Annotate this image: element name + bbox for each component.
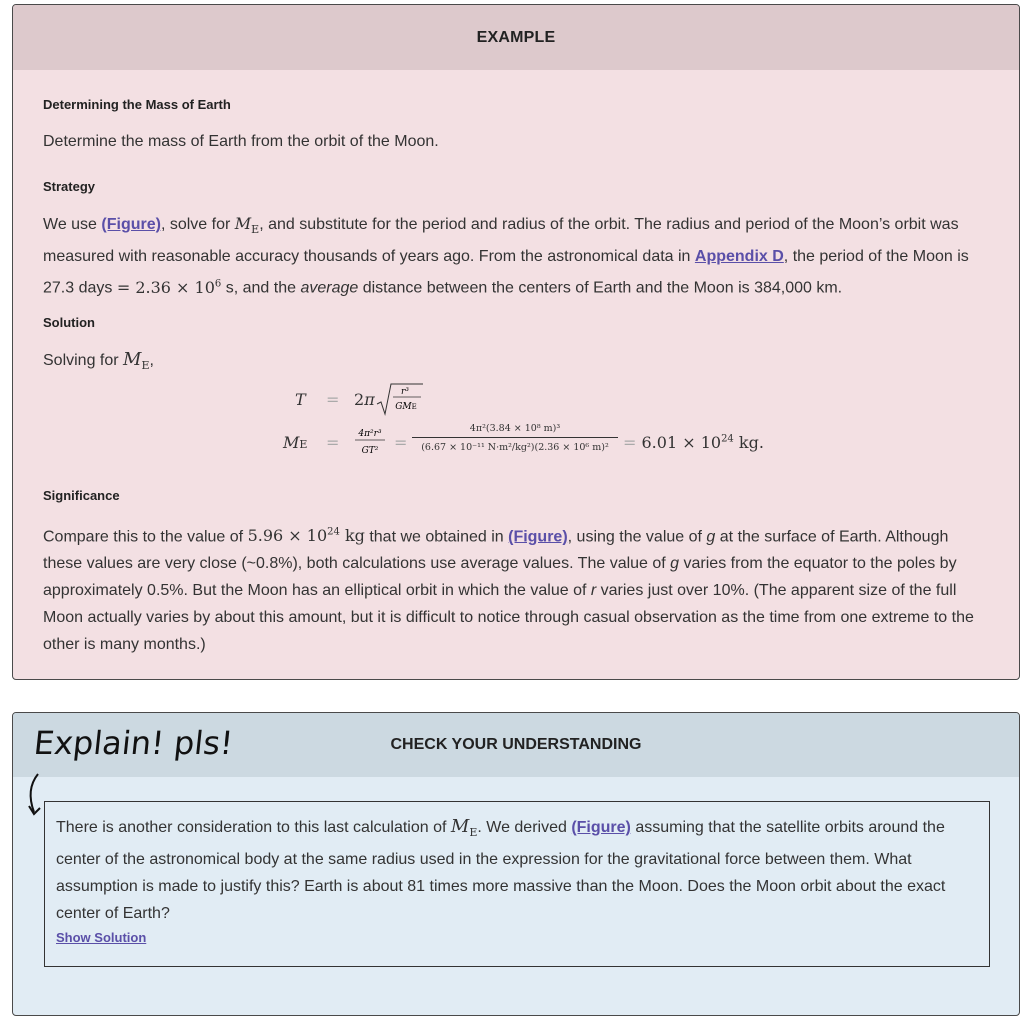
example-intro: Determine the mass of Earth from the orbit of the Moon. <box>43 133 439 150</box>
figure-link[interactable]: (Figure) <box>101 216 161 233</box>
equation-result: = $6.01 \times 10^{24}$ kg. <box>623 433 764 452</box>
svg-text:4π²r³: 4π²r³ <box>358 429 382 439</box>
handwritten-arrow-icon <box>24 770 48 818</box>
strategy-heading: Strategy <box>43 179 96 194</box>
figure-link-3[interactable]: (Figure) <box>571 819 631 836</box>
solution-text: Solving for $M_E$, <box>43 349 154 373</box>
strategy-paragraph: We use (Figure), solve for $M_E$, and substitute for the period and radius of the orbit. The radius and period of the Moon’s orbit was measured with reasonable accuracy thousands of years ago. From the astronomical data in Appendix D, the period of the Moon is 27.3 days = $2.36 \times 10^6$ s, and the average distance between the centers of Earth and the Moon is 384,000 km. <box>43 214 969 297</box>
solution-heading: Solution <box>43 315 95 330</box>
example-header: EXAMPLE <box>13 5 1019 70</box>
significance-paragraph: Compare this to the value of $5.96 \times 10^{24}$ kg that we obtained in (Figure), using the value of g at the surface of Earth. Although these values are very close (~0.8%), both calculations use average values. The value of g varies from the equator to the poles by approximately 0.5%. But the Moon has an elliptical orbit in which the value of r varies just over 10%. (The apparent size of the full Moon actually varies by about this amount, but it is difficult to notice through casual observation as the time from one extreme to the other is many months.) <box>43 526 974 654</box>
equation-numerator: 4π²(3.84 × 10⁸ m)³ <box>412 423 618 438</box>
example-title: Determining the Mass of Earth <box>43 97 231 112</box>
equation-denominator: (6.67 × 10⁻¹¹ N·m²/kg²)(2.36 × 10⁶ m)² <box>421 442 609 453</box>
show-solution-link[interactable]: Show Solution <box>56 930 147 945</box>
significance-heading: Significance <box>43 488 120 503</box>
handwritten-note: Explain! pls! <box>32 724 235 762</box>
question-text: There is another consideration to this last calculation of $M_E$. We derived (Figure) assuming that the satellite orbits around the center of the astronomical body at the same radius used in the expression for the gravitational force between them. What assumption is made to justify this? Earth is about 81 times more massive than the Moon. Does the Moon orbit about the exact center of Earth? <box>56 816 946 923</box>
svg-text:r³: r³ <box>401 387 409 397</box>
appendix-d-link[interactable]: Appendix D <box>694 248 784 266</box>
svg-text:GT²: GT² <box>361 446 379 456</box>
check-header: CHECK YOUR UNDERSTANDING <box>13 713 1019 777</box>
svg-text:GME: GME <box>395 402 417 412</box>
example-box: EXAMPLE Determining the Mass of Earth Determine the mass of Earth from the orbit of the Moon. Strategy We use (Figure), solve for $M_E$, and substitute for the period and radius of the orbit. The radius and period of the Moon’s orbit was measured with reasonable accuracy thousands of years ago. From the astronomical data in Appendix D, the period of the Moon is 27.3 days = $2.36 \times 10^6$ s, and the average distance between the centers of Earth and the Moon is 384,000 km. Solution Solving for $M_E$, T = 2π r³ GME ME = 4π²r³ GT² = $\frac{\text{4π²(3.84 × 10⁸ m)³}}{\text{(6.67 × 10⁻¹¹ N·m²/kg²)(2.36 × 10⁶ m)²}}$ = $6.01 \times 10^{24}$ kg. Significance Compare this to the value of $5.96 \times 10^{24}$ kg that we obtained in (Figure), using the value of g at the surface of Earth. Although these values are very close (~0.8%), both calculations use average values. The value of g varies from the equator to the poles by approximately 0.5%. But the Moon has an elliptical orbit in which the value of r varies just over 10%. (The apparent size of the full Moon actually varies by about this amount, but it is difficult to notice through casual observation as the time from one extreme to the other is many months.) <box>12 4 1020 680</box>
figure-link-2[interactable]: (Figure) <box>508 528 568 546</box>
question-box <box>44 801 990 967</box>
